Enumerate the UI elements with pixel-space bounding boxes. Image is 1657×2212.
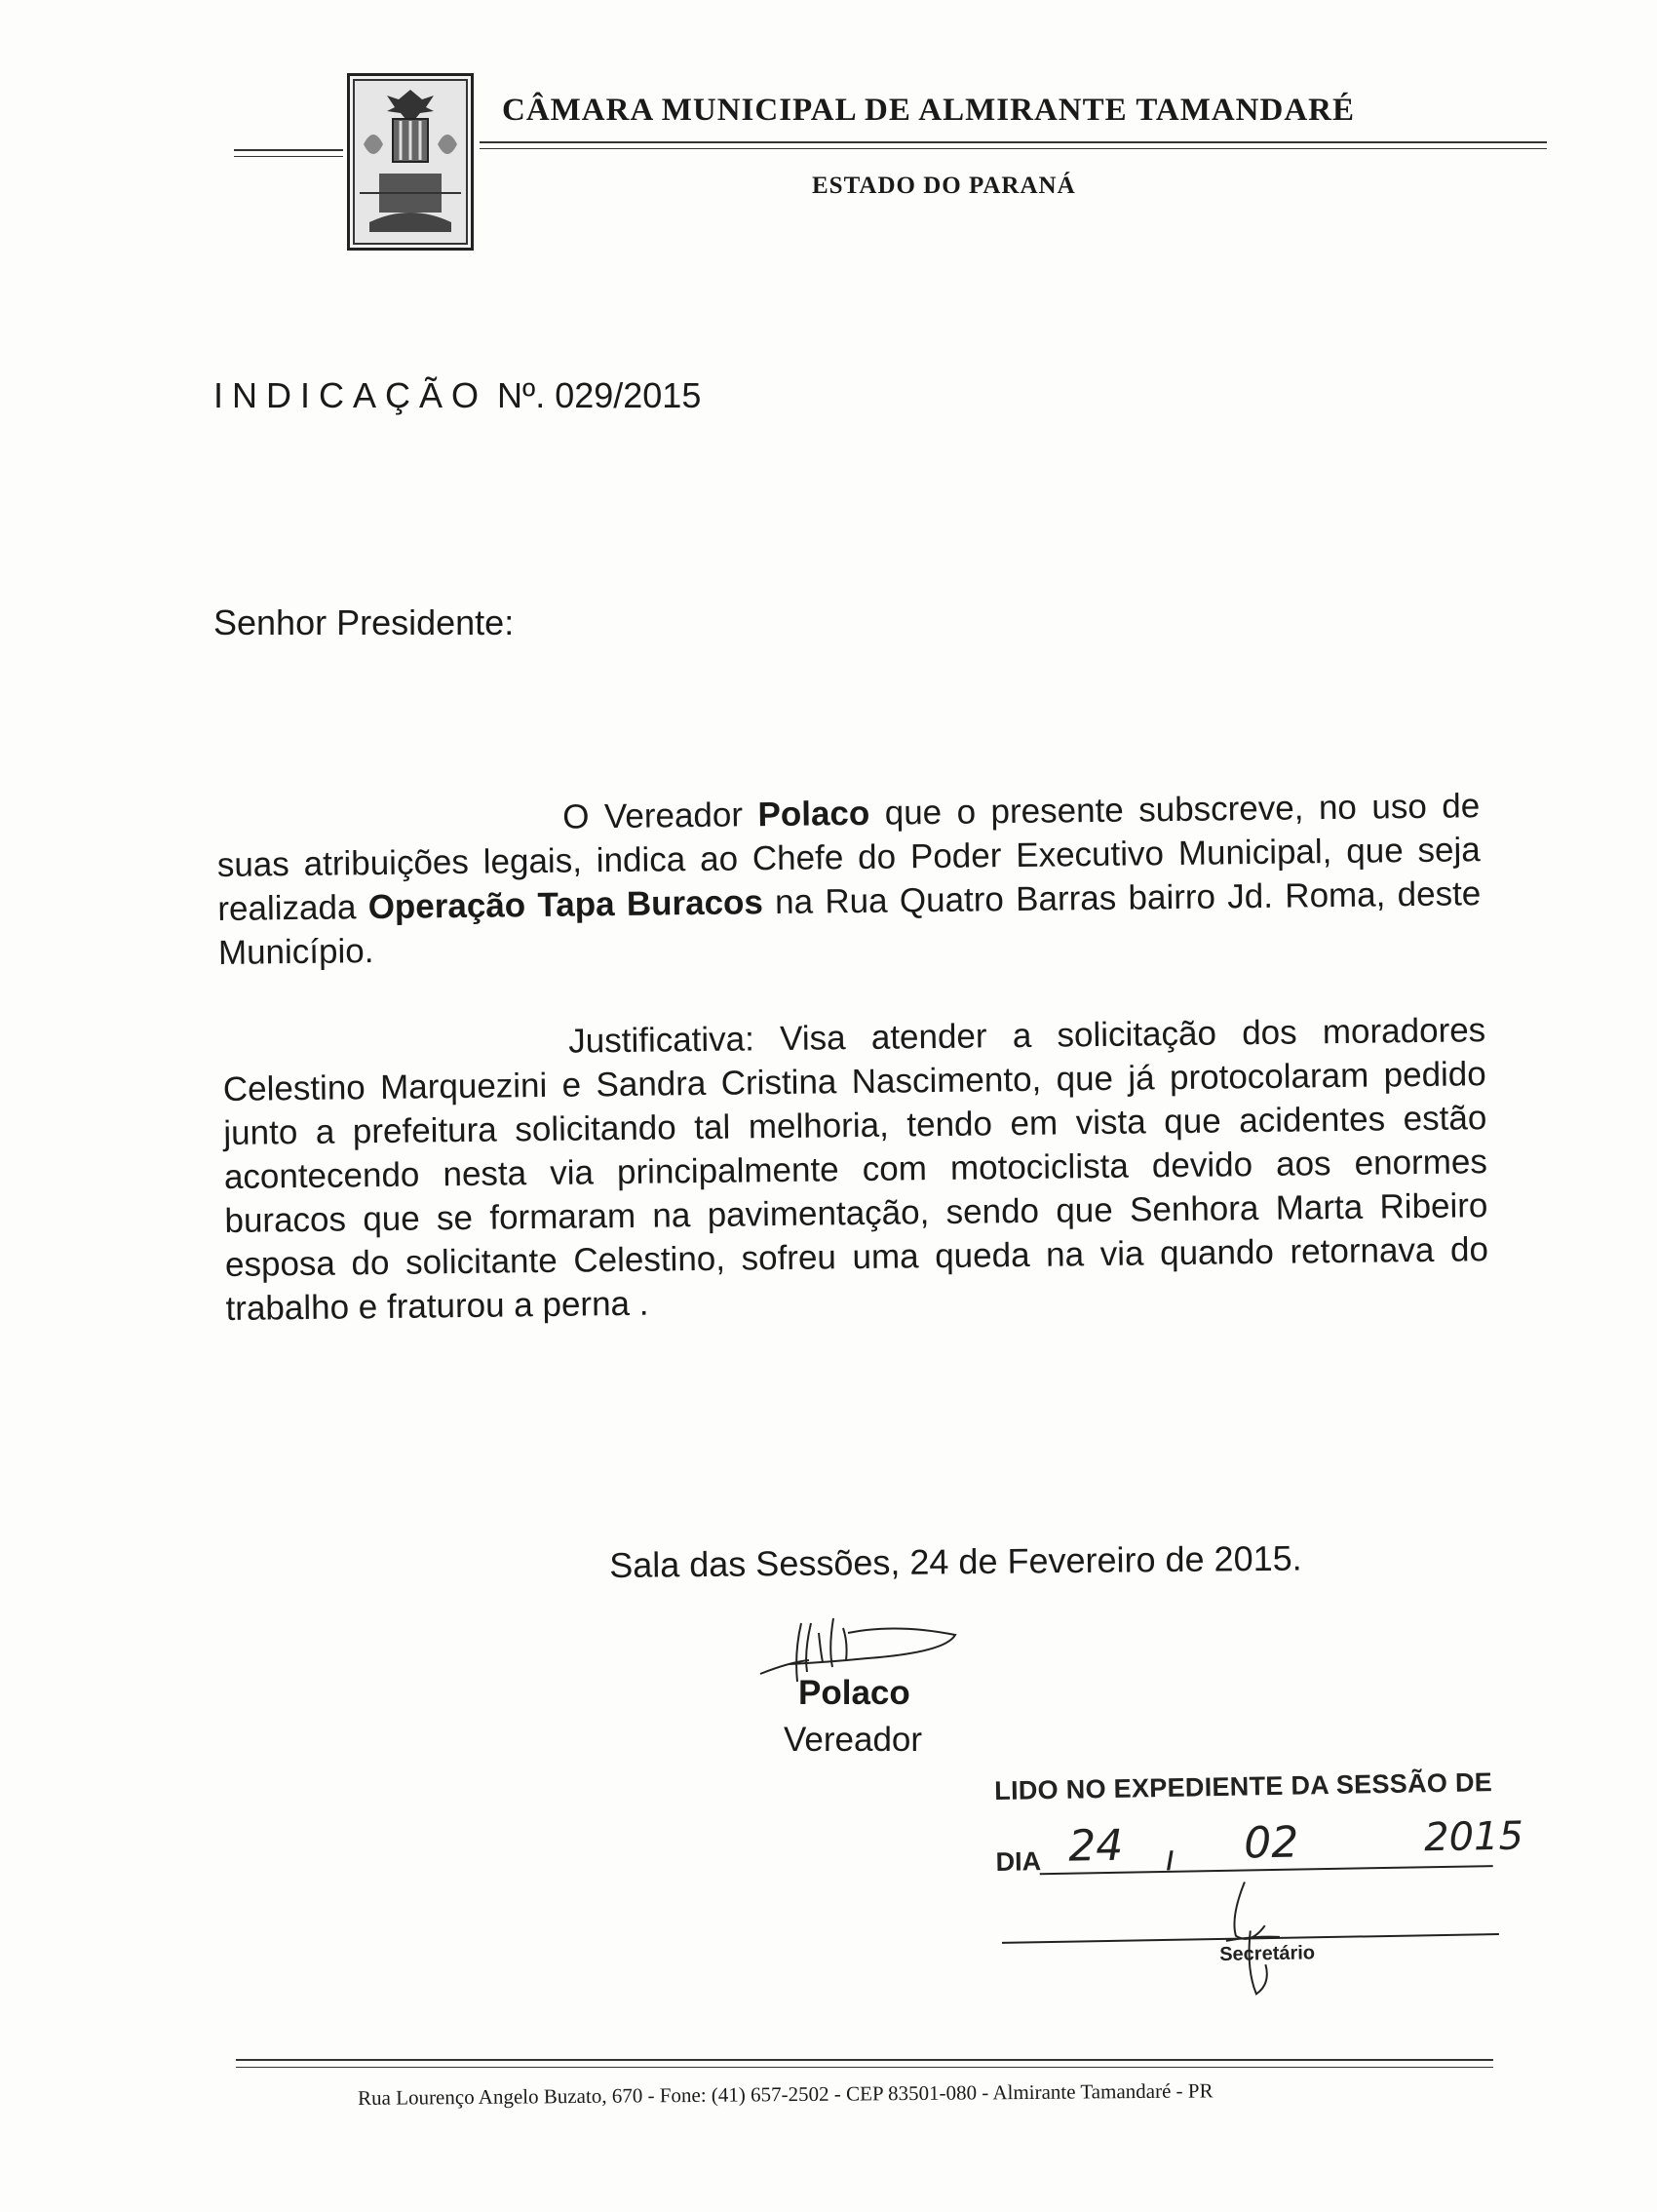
signer-role: Vereador [784,1721,923,1759]
p1-text-c: na Rua Quatro Barras bairro Jd. Roma, deste Município. [217,874,1482,972]
greeting: Senhor Presidente: [213,602,515,642]
header-rule-left [234,149,343,151]
indicacao-label: INDICAÇÃO [213,375,488,415]
stamp-day-handwritten: 24 [1067,1820,1124,1872]
indicacao-number: Nº. 029/2015 [497,375,702,415]
institution-subtitle: ESTADO DO PARANÁ [812,173,1076,199]
place-date: Sala das Sessões, 24 de Fevereiro de 2015. [609,1537,1302,1585]
body-paragraph-2 [222,1008,1489,1331]
body-paragraph-1 [216,784,1482,975]
footer-rule [236,2059,1493,2061]
councillor-name: Polaco [757,794,870,834]
institution-title: CÂMARA MUNICIPAL DE ALMIRANTE TAMANDARÉ [502,93,1356,128]
reading-stamp [994,1767,1524,2000]
stamp-year-handwritten: 2015 [1423,1813,1524,1861]
operation-name: Operação Tapa Buracos [367,883,764,927]
stamp-title: LIDO NO EXPEDIENTE DA SESSÃO DE [994,1767,1493,1805]
secretary-initials-scribble [1215,1877,1286,2004]
justification-text: Justificativa: Visa atender a solicitação dos moradores Celestino Marquezini e Sandra Cristina Nascimento, que já protocolaram pedido junto a prefeitura solicitando tal melhoria, tendo em vista que acidentes estão acontecendo nesta via principalmente com motociclista devido aos enormes buracos que se formaram na pavimentação, sendo que Senhora Marta Ribeiro esposa do solicitante Celestino, sofreu uma queda na via quando retornava do trabalho e fraturou a perna . [222,1011,1489,1328]
p1-text-b: que o presente subscreve, no uso de suas atribuições legais, indica ao Chefe do Poder Executivo Municipal, que seja realizada [216,787,1481,928]
header-rule-right [480,141,1547,143]
stamp-slash: / [1166,1845,1175,1876]
secretary-label: Secretário [1219,1942,1316,1965]
stamp-dia-label: DIA [995,1846,1042,1877]
document-number [213,375,701,416]
footer-rule-thin [236,2067,1493,2068]
footer-address: Rua Lourenço Angelo Buzato, 670 - Fone: (41) 657-2502 - CEP 83501-080 - Almirante Tamandaré - PR [358,2078,1214,2110]
p1-text-a: O Vereador [562,796,758,836]
header-rule-left-thin [234,156,343,157]
header-rule-right-thin [480,148,1547,149]
signer-name: Polaco [798,1674,910,1712]
stamp-month-handwritten: 02 [1243,1817,1299,1869]
municipal-coat-of-arms-icon [347,73,474,251]
